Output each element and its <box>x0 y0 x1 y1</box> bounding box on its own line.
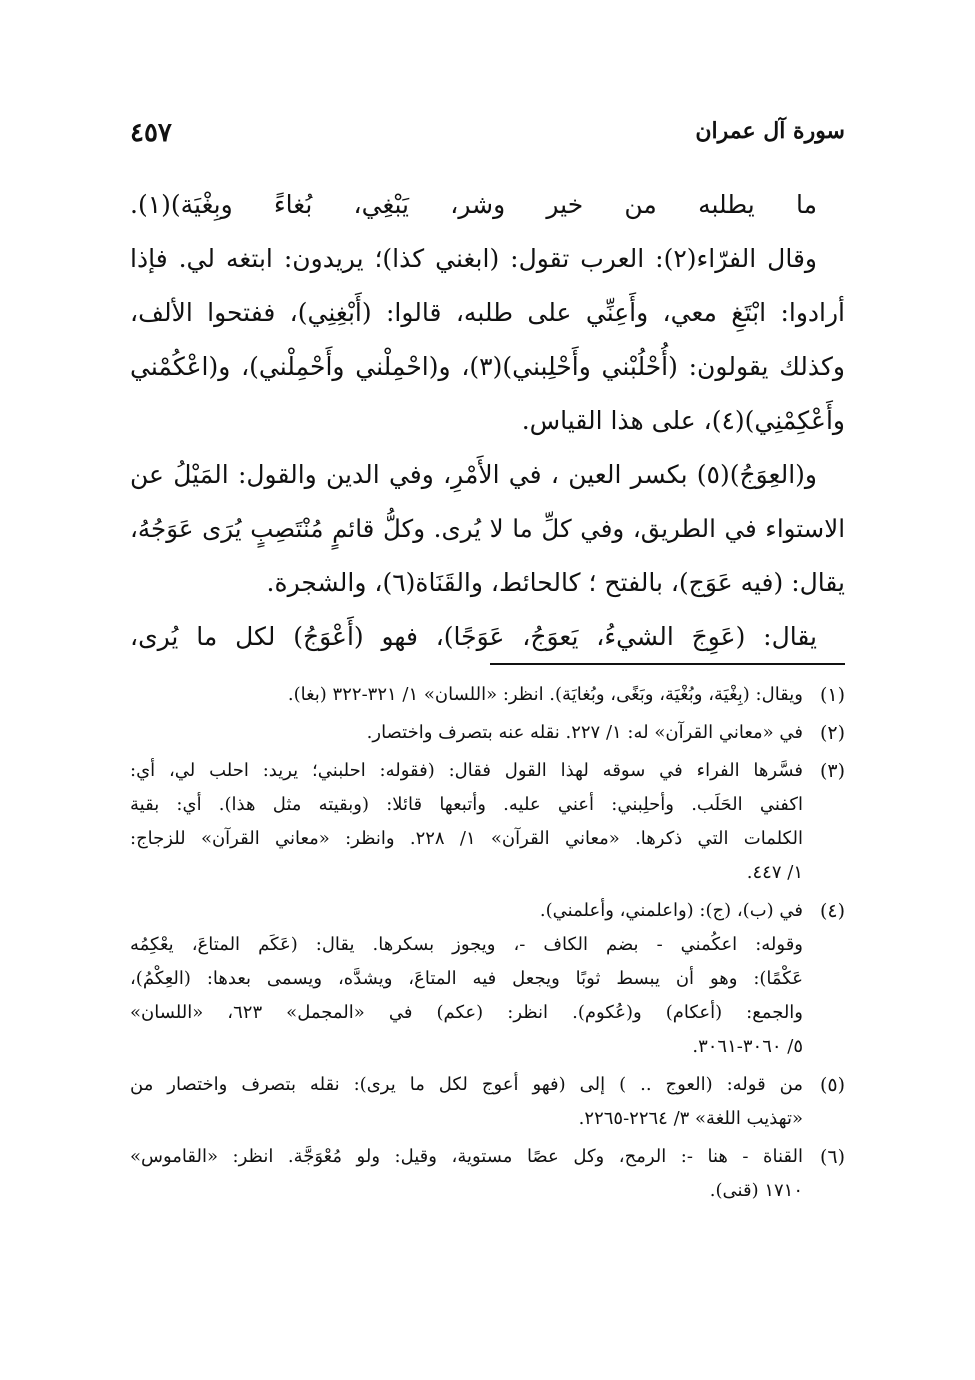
footnote-line: في «معاني القرآن» له: ١/ ٢٢٧. نقله عنه بتصرف واختصار. <box>366 722 803 743</box>
footnote-line: ١/ ٤٤٧. <box>746 862 803 883</box>
footnote-line: والجمع: (أعكام) و(عُكوم). انظر: (عكم) في «المجمل» ٦٢٣، «اللسان» <box>130 1002 803 1023</box>
footnote-line: اكفني الحَلَب. وأحلِبني: أعني عليه. وأتبعها قائلا: (وبقيته مثل هذا). أي: بقية <box>130 794 803 815</box>
footnote-line: فسَّرها الفراء في سوقه لهذا القول فقال: (فقوله: احلبني؛ يريد: احلب لي، أي: <box>130 760 803 781</box>
footnotes <box>130 678 845 1212</box>
footnote <box>130 716 845 750</box>
footnote-line: وقوله: اعكُمني - بضم الكاف -، ويجوز بسكرها. يقال: (عَكَم المتاعَ، يعْكِمُه <box>130 934 803 955</box>
footnote-separator <box>490 663 845 665</box>
footnote-number: (٥) <box>819 1074 845 1096</box>
footnote-line: عَكْمًا): وهو أن يبسط ثوبًا ويجعل فيه المتاعَ، ويشدَّه، ويسمى بعدها: (العِكْمُ)، <box>130 968 803 989</box>
footnote-line: «تهذيب اللغة» ٣/ ٢٢٦٤-٢٢٦٥. <box>578 1108 803 1129</box>
footnote-number: (١) <box>819 684 845 706</box>
body-line: وأَعْكِمْنِي)(٤)، على هذا القياس. <box>521 406 845 435</box>
footnote <box>130 754 845 890</box>
page-header <box>130 118 845 158</box>
body-line: وكذلك يقولون: (أُحْلُبْني وأَحْلِبني)(٣)، و(احْمِلْني وأَحْمِلْني)، و(اعْكُمْني <box>130 352 845 381</box>
body-line: يقال: (عَوِجَ الشيءُ، يَعوَجُ، عَوَجًا)، فهو (أَعْوَجُ) لكل ما يُرى، <box>130 622 817 651</box>
footnote-number: (٤) <box>819 900 845 922</box>
body-line: و(العِوَجُ)(٥) بكسر العين ، في الأَمْرِ، وفي الدين والقول: المَيْلُ عن <box>130 460 817 489</box>
body-line: ما يطلبه من خير وشر، يَبْغِي، بُغاءً وبِغْيَة)(١). <box>130 190 817 219</box>
main-text <box>130 178 845 664</box>
footnote-number: (٦) <box>819 1146 845 1168</box>
footnote-line: القناة - هنا -: الرمح، وكل عصًا مستوية، وقيل: ولو مُعْوَجَّة. انظر: «القاموس» <box>130 1146 803 1167</box>
footnote-number: (٢) <box>819 722 845 744</box>
body-line: وقال الفرّاء(٢): العرب تقول: (ابغني كذا)؛ يريدون: ابتغه لي. فإذا <box>130 244 817 273</box>
sura-title: سورة آل عمران <box>695 118 845 144</box>
footnote-number: (٣) <box>819 760 845 782</box>
footnote <box>130 1140 845 1208</box>
page-number: ٤٥٧ <box>130 118 172 148</box>
footnote-line: الكلمات التي ذكرها. «معاني القرآن» ١/ ٢٢٨. وانظر: «معاني القرآن» للزجاج: <box>130 828 803 849</box>
body-line: الاستواء في الطريق، وفي كلِّ ما لا يُرى. وكلُّ قائمٍ مُنْتَصِبٍ يُرَى عَوَجُهُ، <box>130 514 845 543</box>
footnote-line: ١٧١٠ (قنى). <box>709 1180 803 1201</box>
footnote <box>130 894 845 1064</box>
footnote-line: ويقال: (بِغْيَة، وبُغْيَة، وبَغًى، وبُغايَة). انظر: «اللسان» ١/ ٣٢١-٣٢٢ (بغا). <box>287 684 803 705</box>
footnote-line: ٥/ ٣٠٦٠-٣٠٦١. <box>692 1036 803 1057</box>
body-line: يقال: (فيه عَوَج)، بالفتح ؛ كالحائط، والقَنَاة(٦)، والشجرة. <box>266 568 845 597</box>
body-line: أرادوا: ابْتَغِ معي، وأَعِنِّي على طلبه، قالوا: (أَبْغِنِي)، ففتحوا الألف، <box>130 298 845 327</box>
footnote-line: في (ب)، (ج): (واعلمني، وأعلمني). <box>539 900 803 921</box>
footnote <box>130 678 845 712</box>
footnote <box>130 1068 845 1136</box>
footnote-line: من قوله: (العوج .. ) إلى (فهو أعوج لكل ما يرى): نقله بتصرف واختصار من <box>130 1074 803 1095</box>
